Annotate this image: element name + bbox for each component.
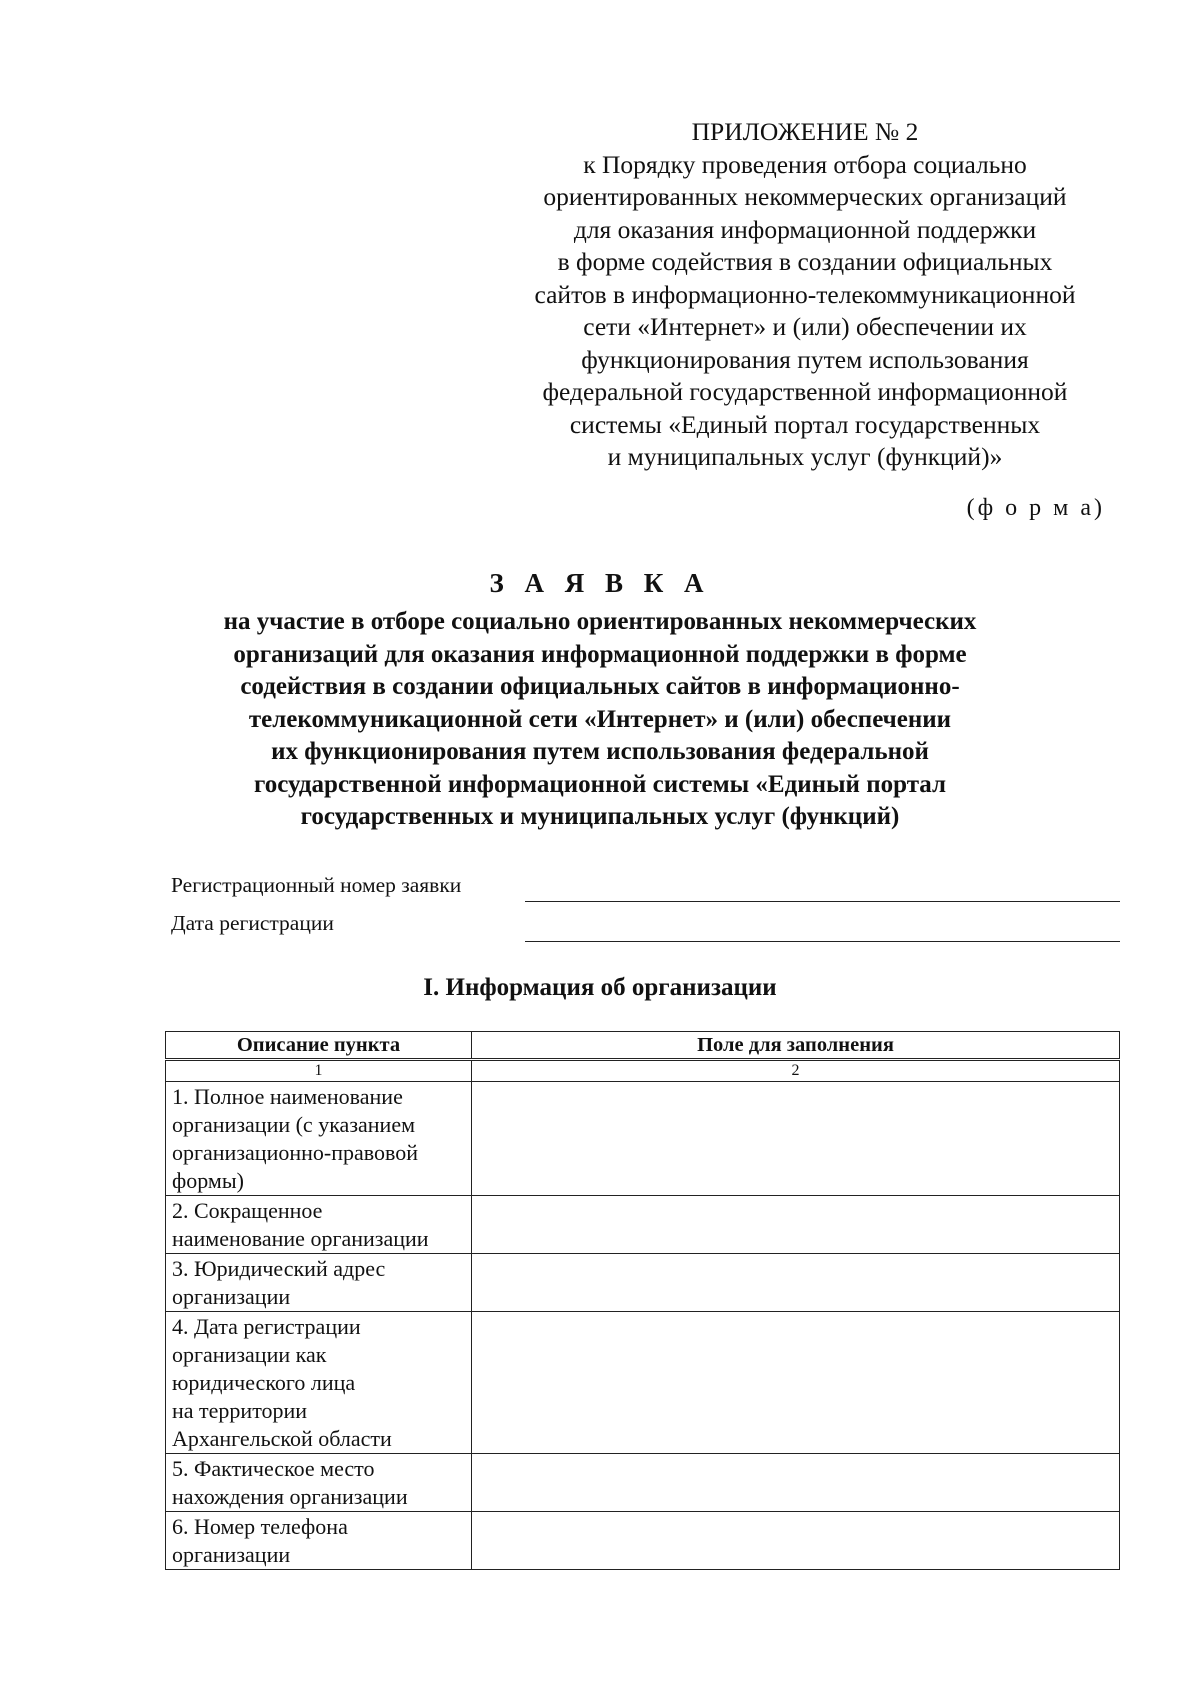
row-label-full-name	[166, 1082, 472, 1196]
label-line: 6. Номер телефона	[172, 1514, 348, 1539]
subtitle-line: содействия в создании официальных сайтов в информационно-	[240, 673, 960, 700]
label-line: 3. Юридический адрес	[172, 1256, 386, 1281]
registration-date-field[interactable]	[525, 916, 1120, 942]
column-header-description: Описание пункта	[166, 1032, 472, 1060]
appendix-line: системы «Единый портал государственных	[569, 409, 1041, 439]
subtitle-line: государственной информационной системы «Единый портал	[253, 770, 947, 798]
column-number-row	[166, 1060, 1120, 1082]
form-note: (ф о р м а)	[966, 495, 1105, 521]
actual-location-field[interactable]	[472, 1454, 1119, 1508]
subtitle-line: организаций для оказания информационной поддержки в форме	[233, 640, 967, 668]
subtitle-line: телекоммуникационной сети «Интернет» и (или) обеспечении	[248, 705, 952, 733]
appendix-title: ПРИЛОЖЕНИЕ № 2	[691, 117, 919, 146]
appendix-line: функционирования путем использования	[581, 344, 1029, 374]
table-row	[166, 1196, 1120, 1254]
appendix-header	[505, 116, 1105, 474]
appendix-line: для оказания информационной поддержки	[573, 214, 1037, 244]
input-cell-registration-date[interactable]	[472, 1312, 1120, 1454]
organization-info-table	[165, 1031, 1120, 1570]
label-line: организации как	[172, 1342, 327, 1367]
short-name-field[interactable]	[472, 1196, 1119, 1250]
appendix-line: федеральной государственной информационной	[542, 377, 1068, 406]
legal-address-field[interactable]	[472, 1254, 1119, 1308]
row-label-legal-address	[166, 1254, 472, 1312]
input-cell-phone[interactable]	[472, 1512, 1120, 1570]
table-row	[166, 1082, 1120, 1196]
section-title: I. Информация об организации	[423, 974, 777, 1001]
label-line: формы)	[172, 1168, 244, 1193]
column-header-field: Поле для заполнения	[472, 1032, 1120, 1060]
appendix-line: к Порядку проведения отбора социально	[583, 149, 1027, 179]
label-line: Архангельской области	[172, 1426, 392, 1451]
input-cell-full-name[interactable]	[472, 1082, 1120, 1196]
label-line: организации	[172, 1542, 291, 1567]
subtitle-line: государственных и муниципальных услуг (функций)	[300, 803, 900, 830]
label-line: 4. Дата регистрации	[172, 1314, 361, 1339]
label-line: юридического лица	[172, 1370, 356, 1395]
label-line: 1. Полное наименование	[172, 1084, 403, 1109]
table-row	[166, 1254, 1120, 1312]
table-row	[166, 1512, 1120, 1570]
full-name-field[interactable]	[472, 1082, 1119, 1136]
appendix-line: сети «Интернет» и (или) обеспечении их	[583, 312, 1027, 341]
column-number: 2	[472, 1060, 1120, 1082]
table-header-row	[166, 1032, 1120, 1060]
appendix-line: и муниципальных услуг (функций)»	[607, 442, 1003, 471]
label-line: нахождения организации	[172, 1484, 408, 1509]
row-label-actual-location	[166, 1454, 472, 1512]
org-registration-date-field[interactable]	[472, 1312, 1119, 1366]
label-line: 5. Фактическое место	[172, 1456, 375, 1481]
label-line: на территории	[172, 1398, 308, 1423]
table-row	[166, 1312, 1120, 1454]
registration-date-label: Дата регистрации	[171, 911, 334, 935]
subtitle-line: их функционирования путем использования федеральной	[271, 738, 929, 765]
subtitle-line: на участие в отборе социально ориентированных некоммерческих	[223, 608, 977, 635]
label-line: наименование организации	[172, 1226, 429, 1251]
registration-number-field[interactable]	[525, 876, 1120, 902]
table-row	[166, 1454, 1120, 1512]
label-line: 2. Сокращенное	[172, 1198, 323, 1223]
label-line: организационно-правовой	[172, 1140, 418, 1165]
label-line: организации (с указанием	[172, 1112, 416, 1137]
row-label-short-name	[166, 1196, 472, 1254]
appendix-line: ориентированных некоммерческих организаций	[543, 182, 1067, 211]
phone-field[interactable]	[472, 1512, 1119, 1566]
column-number: 1	[166, 1060, 472, 1082]
input-cell-legal-address[interactable]	[472, 1254, 1120, 1312]
application-subtitle	[150, 606, 1050, 834]
appendix-line: сайтов в информационно-телекоммуникационной	[534, 279, 1076, 309]
application-title: З А Я В К А	[489, 568, 711, 598]
row-label-phone	[166, 1512, 472, 1570]
row-label-registration-date	[166, 1312, 472, 1454]
appendix-line: в форме содействия в создании официальных	[557, 247, 1053, 276]
registration-number-label: Регистрационный номер заявки	[171, 873, 462, 897]
input-cell-short-name[interactable]	[472, 1196, 1120, 1254]
input-cell-actual-location[interactable]	[472, 1454, 1120, 1512]
label-line: организации	[172, 1284, 291, 1309]
